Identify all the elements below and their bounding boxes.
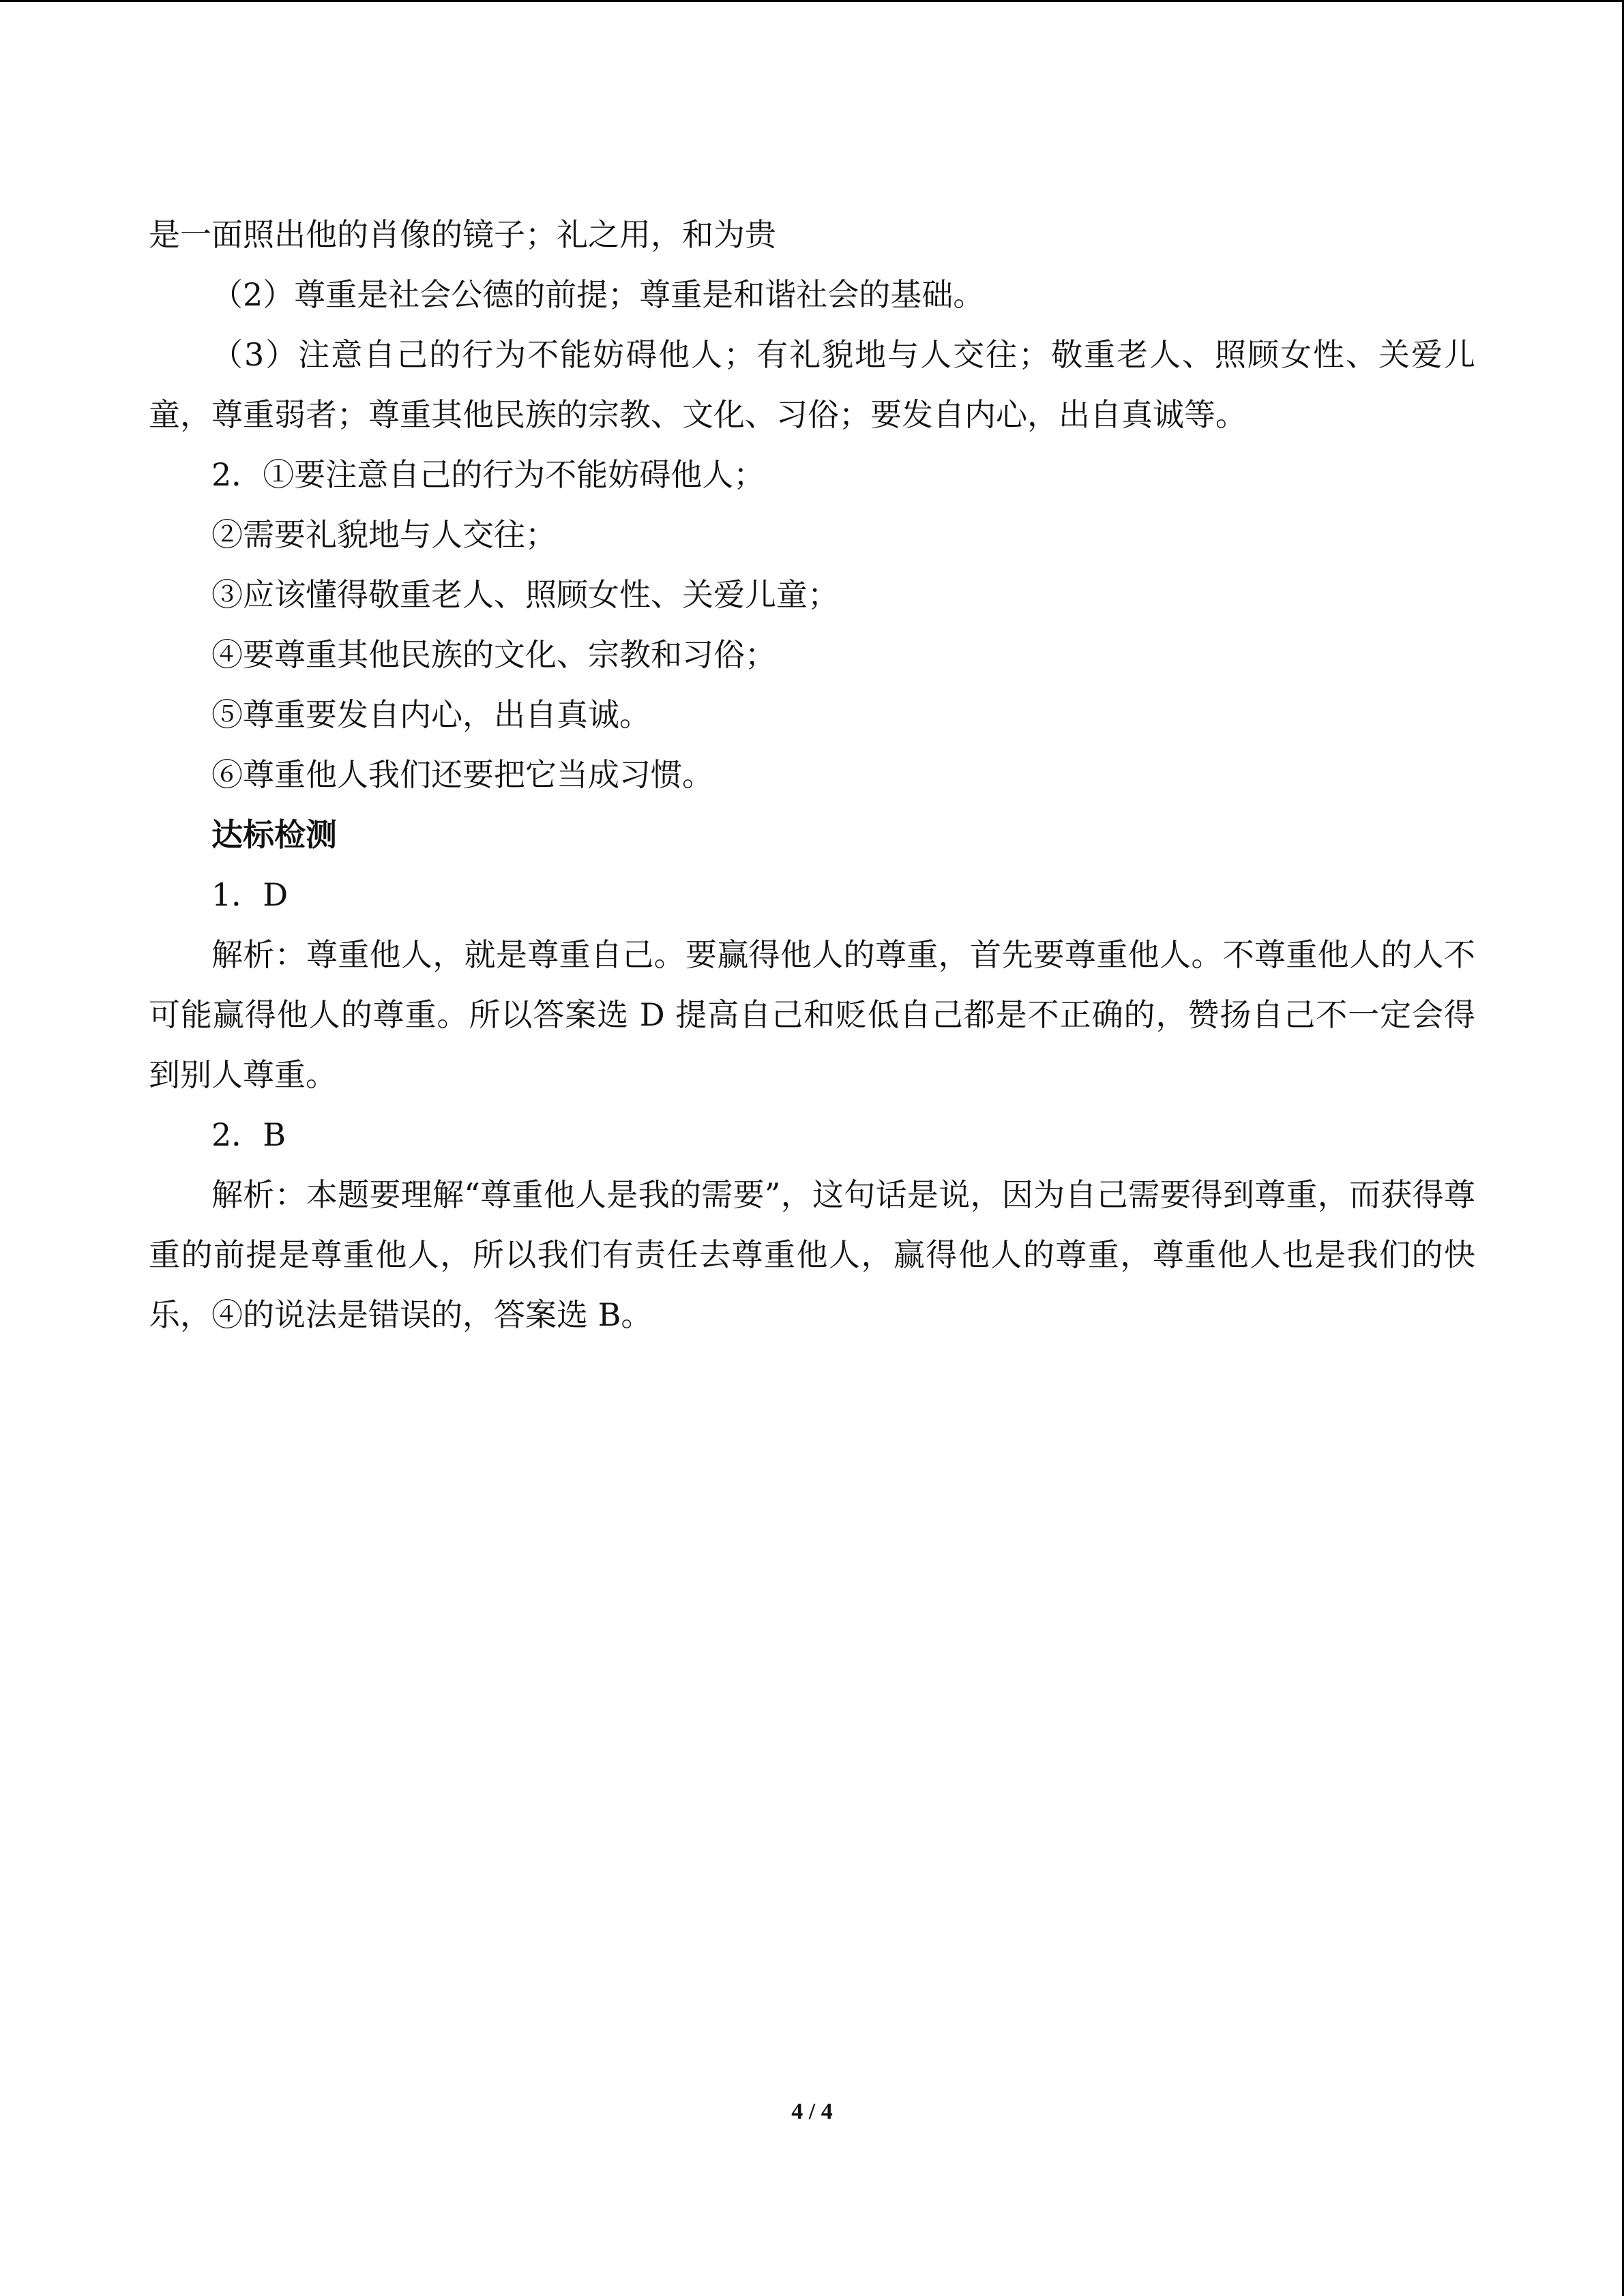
text-line: ⑥尊重他人我们还要把它当成习惯。: [211, 756, 713, 793]
text-line: 是一面照出他的肖像的镜子；礼之用，和为贵: [149, 216, 776, 253]
text-paragraph: （3）注意自己的行为不能妨碍他人；有礼貌地与人交往；敬重老人、照顾女性、关爱儿童，尊重弱者；尊重其他民族的宗教、文化、习俗；要发自内心，出自真诚等。: [149, 336, 1475, 433]
text-line: 2．①要注意自己的行为不能妨碍他人；: [211, 456, 765, 493]
text-line: ③应该懂得敬重老人、照顾女性、关爱儿童；: [211, 576, 839, 613]
document-body: [149, 205, 1475, 1345]
answer-label: 2．B: [211, 1116, 286, 1153]
answer-analysis: 解析：本题要理解“尊重他人是我的需要”，这句话是说，因为自己需要得到尊重，而获得尊重的前提是尊重他人，所以我们有责任去尊重他人，赢得他人的尊重，尊重他人也是我们的快乐，④的说法是错误的，答案选 B。: [149, 1176, 1475, 1333]
answer-analysis: 解析：尊重他人，就是尊重自己。要赢得他人的尊重，首先要尊重他人。不尊重他人的人不可能赢得他人的尊重。所以答案选 D 提高自己和贬低自己都是不正确的，赞扬自己不一定会得到别人尊重。: [149, 936, 1475, 1093]
text-line: ⑤尊重要发自内心，出自真诚。: [211, 696, 651, 733]
page-number: 4 / 4: [791, 2099, 833, 2124]
section-heading: 达标检测: [211, 816, 337, 853]
text-line: ②需要礼貌地与人交往；: [211, 516, 557, 553]
text-line: ④要尊重其他民族的文化、宗教和习俗；: [211, 636, 776, 673]
answer-label: 1．D: [211, 876, 289, 913]
text-line: （2）尊重是社会公德的前提；尊重是和谐社会的基础。: [211, 276, 985, 313]
